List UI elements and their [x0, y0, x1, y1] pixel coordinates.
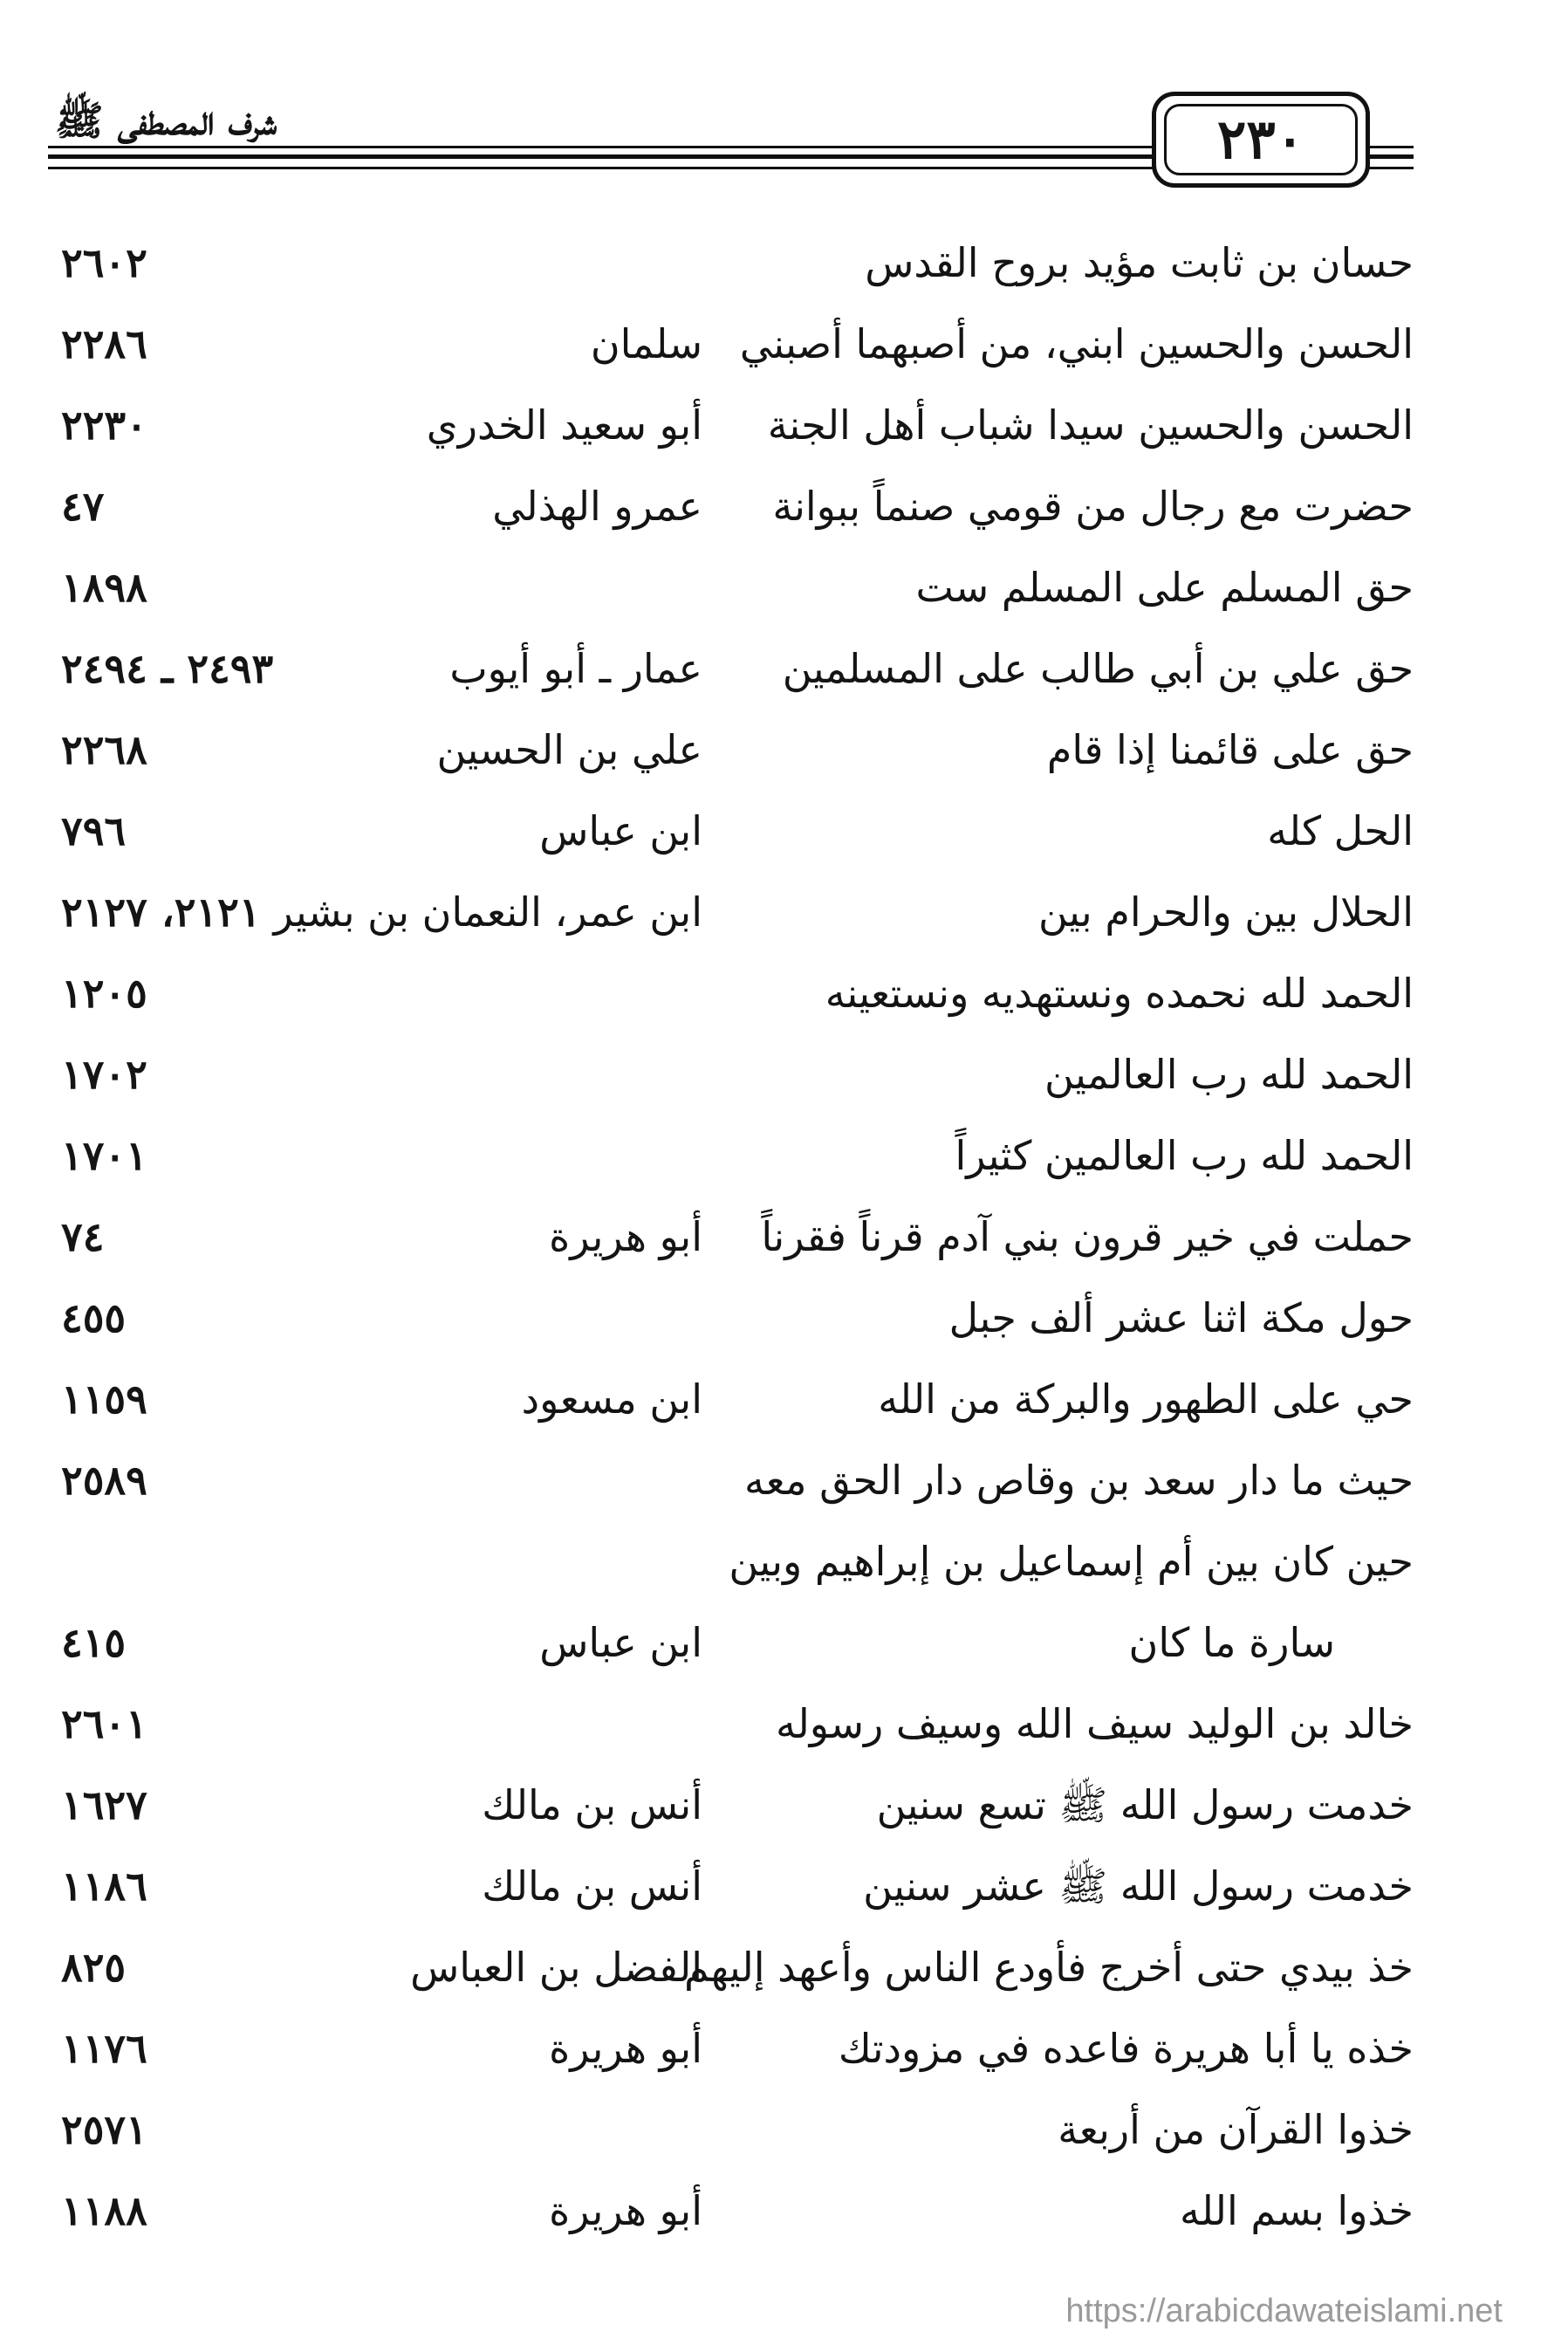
entry-reference-number: ٢٦٠٢	[61, 239, 147, 286]
index-entry	[52, 1519, 1414, 1600]
entry-text: خدمت رسول الله ﷺ تسع سنين	[876, 1781, 1414, 1828]
entry-text: حيث ما دار سعد بن وقاص دار الحق معه	[744, 1457, 1414, 1504]
index-entry	[52, 1681, 1414, 1762]
entry-reference-number: ٤٥٥	[61, 1294, 127, 1341]
entry-narrator: ابن عباس	[539, 807, 702, 854]
entry-reference-number: ٢٢٣٠	[61, 401, 147, 449]
index-entry	[52, 1275, 1414, 1356]
entry-text: خذوا بسم الله	[1180, 2187, 1414, 2234]
entry-text: الحمد لله نحمده ونستهديه ونستعينه	[825, 970, 1414, 1017]
entry-reference-number: ٨٢٥	[61, 1944, 127, 1991]
entry-narrator: سلمان	[590, 320, 702, 367]
entry-reference-number: ١٦٢٧	[61, 1781, 147, 1828]
entry-text: حضرت مع رجال من قومي صنماً ببوانة	[772, 483, 1414, 530]
entry-text: الحل كله	[1267, 807, 1414, 854]
index-entry	[52, 707, 1414, 788]
entry-text: خذه يا أبا هريرة فاعده في مزودتك	[838, 2025, 1414, 2072]
entry-reference-number: ١١٨٨	[61, 2187, 147, 2234]
index-entry	[52, 2168, 1414, 2249]
index-entry	[52, 1924, 1414, 2006]
entry-narrator: أبو هريرة	[549, 2025, 702, 2072]
entry-text: خالد بن الوليد سيف الله وسيف رسوله	[776, 1700, 1414, 1747]
entry-text: الحمد لله رب العالمين	[1044, 1051, 1414, 1098]
entry-narrator: علي بن الحسين	[436, 726, 702, 773]
entry-text: الحلال بين والحرام بين	[1038, 888, 1414, 936]
hadith-index-list	[52, 220, 1414, 2249]
index-entry	[52, 1194, 1414, 1275]
entry-reference-number: ١٢٠٥	[61, 970, 147, 1017]
entry-reference-number: ٢٤٩٣ ـ ٢٤٩٤	[61, 645, 274, 692]
index-entry	[52, 950, 1414, 1032]
entry-reference-number: ٧٤	[61, 1213, 105, 1260]
entry-reference-number: ٢٥٨٩	[61, 1457, 147, 1504]
entry-reference-number: ٢١٢١، ٢١٢٧	[61, 888, 261, 936]
index-entry	[52, 1843, 1414, 1924]
entry-narrator: أبو هريرة	[549, 2187, 702, 2234]
entry-reference-number: ١١٧٦	[61, 2025, 147, 2072]
entry-narrator: ابن عباس	[539, 1619, 702, 1666]
entry-narrator: الفضل بن العباس	[410, 1944, 702, 1991]
index-entry	[52, 301, 1414, 382]
index-entry	[52, 2006, 1414, 2087]
index-entry	[52, 1113, 1414, 1194]
running-title: شرف المصطفى ﷺ	[48, 96, 289, 145]
entry-reference-number: ١١٨٦	[61, 1862, 147, 1910]
index-entry	[52, 1356, 1414, 1437]
page-number-frame	[1152, 92, 1370, 188]
page-number: ٢٣٠	[1217, 107, 1304, 171]
entry-reference-number: ٢٢٦٨	[61, 726, 147, 773]
index-entry	[52, 1437, 1414, 1519]
entry-narrator: ابن مسعود	[521, 1375, 702, 1423]
index-entry	[52, 788, 1414, 869]
index-entry	[52, 463, 1414, 545]
page-header	[48, 92, 1414, 205]
index-entry	[52, 1600, 1414, 1681]
entry-narrator: أبو سعيد الخدري	[426, 401, 702, 449]
entry-text: حق على قائمنا إذا قام	[1046, 726, 1414, 773]
entry-text: حين كان بين أم إسماعيل بن إبراهيم وبين	[729, 1538, 1414, 1585]
entry-text: حي على الطهور والبركة من الله	[878, 1375, 1414, 1423]
index-entry	[52, 2087, 1414, 2168]
entry-text: خدمت رسول الله ﷺ عشر سنين	[863, 1862, 1414, 1910]
entry-text: حسان بن ثابت مؤيد بروح القدس	[865, 239, 1414, 286]
entry-reference-number: ١٧٠٢	[61, 1051, 147, 1098]
entry-narrator: عمرو الهذلي	[492, 483, 702, 530]
index-entry	[52, 545, 1414, 626]
index-entry	[52, 626, 1414, 707]
index-entry	[52, 869, 1414, 950]
entry-text: حق المسلم على المسلم ست	[915, 564, 1414, 611]
index-entry	[52, 382, 1414, 463]
entry-reference-number: ٤٧	[61, 483, 105, 530]
index-entry	[52, 1762, 1414, 1843]
entry-text: الحسن والحسين سيدا شباب أهل الجنة	[767, 401, 1414, 449]
entry-text: خذوا القرآن من أربعة	[1058, 2106, 1414, 2153]
entry-narrator: أنس بن مالك	[482, 1862, 702, 1910]
entry-reference-number: ١٧٠١	[61, 1132, 147, 1179]
entry-reference-number: ٢٦٠١	[61, 1700, 147, 1747]
entry-text: خذ بيدي حتى أخرج فأودع الناس وأعهد إليهم	[684, 1944, 1414, 1991]
entry-reference-number: ٧٩٦	[61, 807, 127, 854]
entry-text: حول مكة اثنا عشر ألف جبل	[948, 1294, 1414, 1341]
entry-reference-number: ٢٢٨٦	[61, 320, 147, 367]
entry-text: حملت في خير قرون بني آدم قرناً فقرناً	[761, 1213, 1414, 1260]
entry-narrator: عمار ـ أبو أيوب	[449, 645, 702, 692]
entry-text: الحمد لله رب العالمين كثيراً	[955, 1132, 1414, 1179]
entry-narrator: ابن عمر، النعمان بن بشير	[273, 888, 702, 936]
entry-reference-number: ١١٥٩	[61, 1375, 147, 1423]
entry-text: سارة ما كان	[1128, 1619, 1335, 1666]
entry-text: حق علي بن أبي طالب على المسلمين	[782, 645, 1414, 692]
entry-text: الحسن والحسين ابني، من أصبهما أصبني	[739, 320, 1414, 367]
entry-narrator: أنس بن مالك	[482, 1781, 702, 1828]
index-entry	[52, 220, 1414, 301]
entry-narrator: أبو هريرة	[549, 1213, 702, 1260]
entry-reference-number: ٤١٥	[61, 1619, 127, 1666]
index-entry	[52, 1032, 1414, 1113]
entry-reference-number: ٢٥٧١	[61, 2106, 147, 2153]
watermark-url: https://arabicdawateislami.net	[1065, 2293, 1503, 2329]
entry-reference-number: ١٨٩٨	[61, 564, 147, 611]
